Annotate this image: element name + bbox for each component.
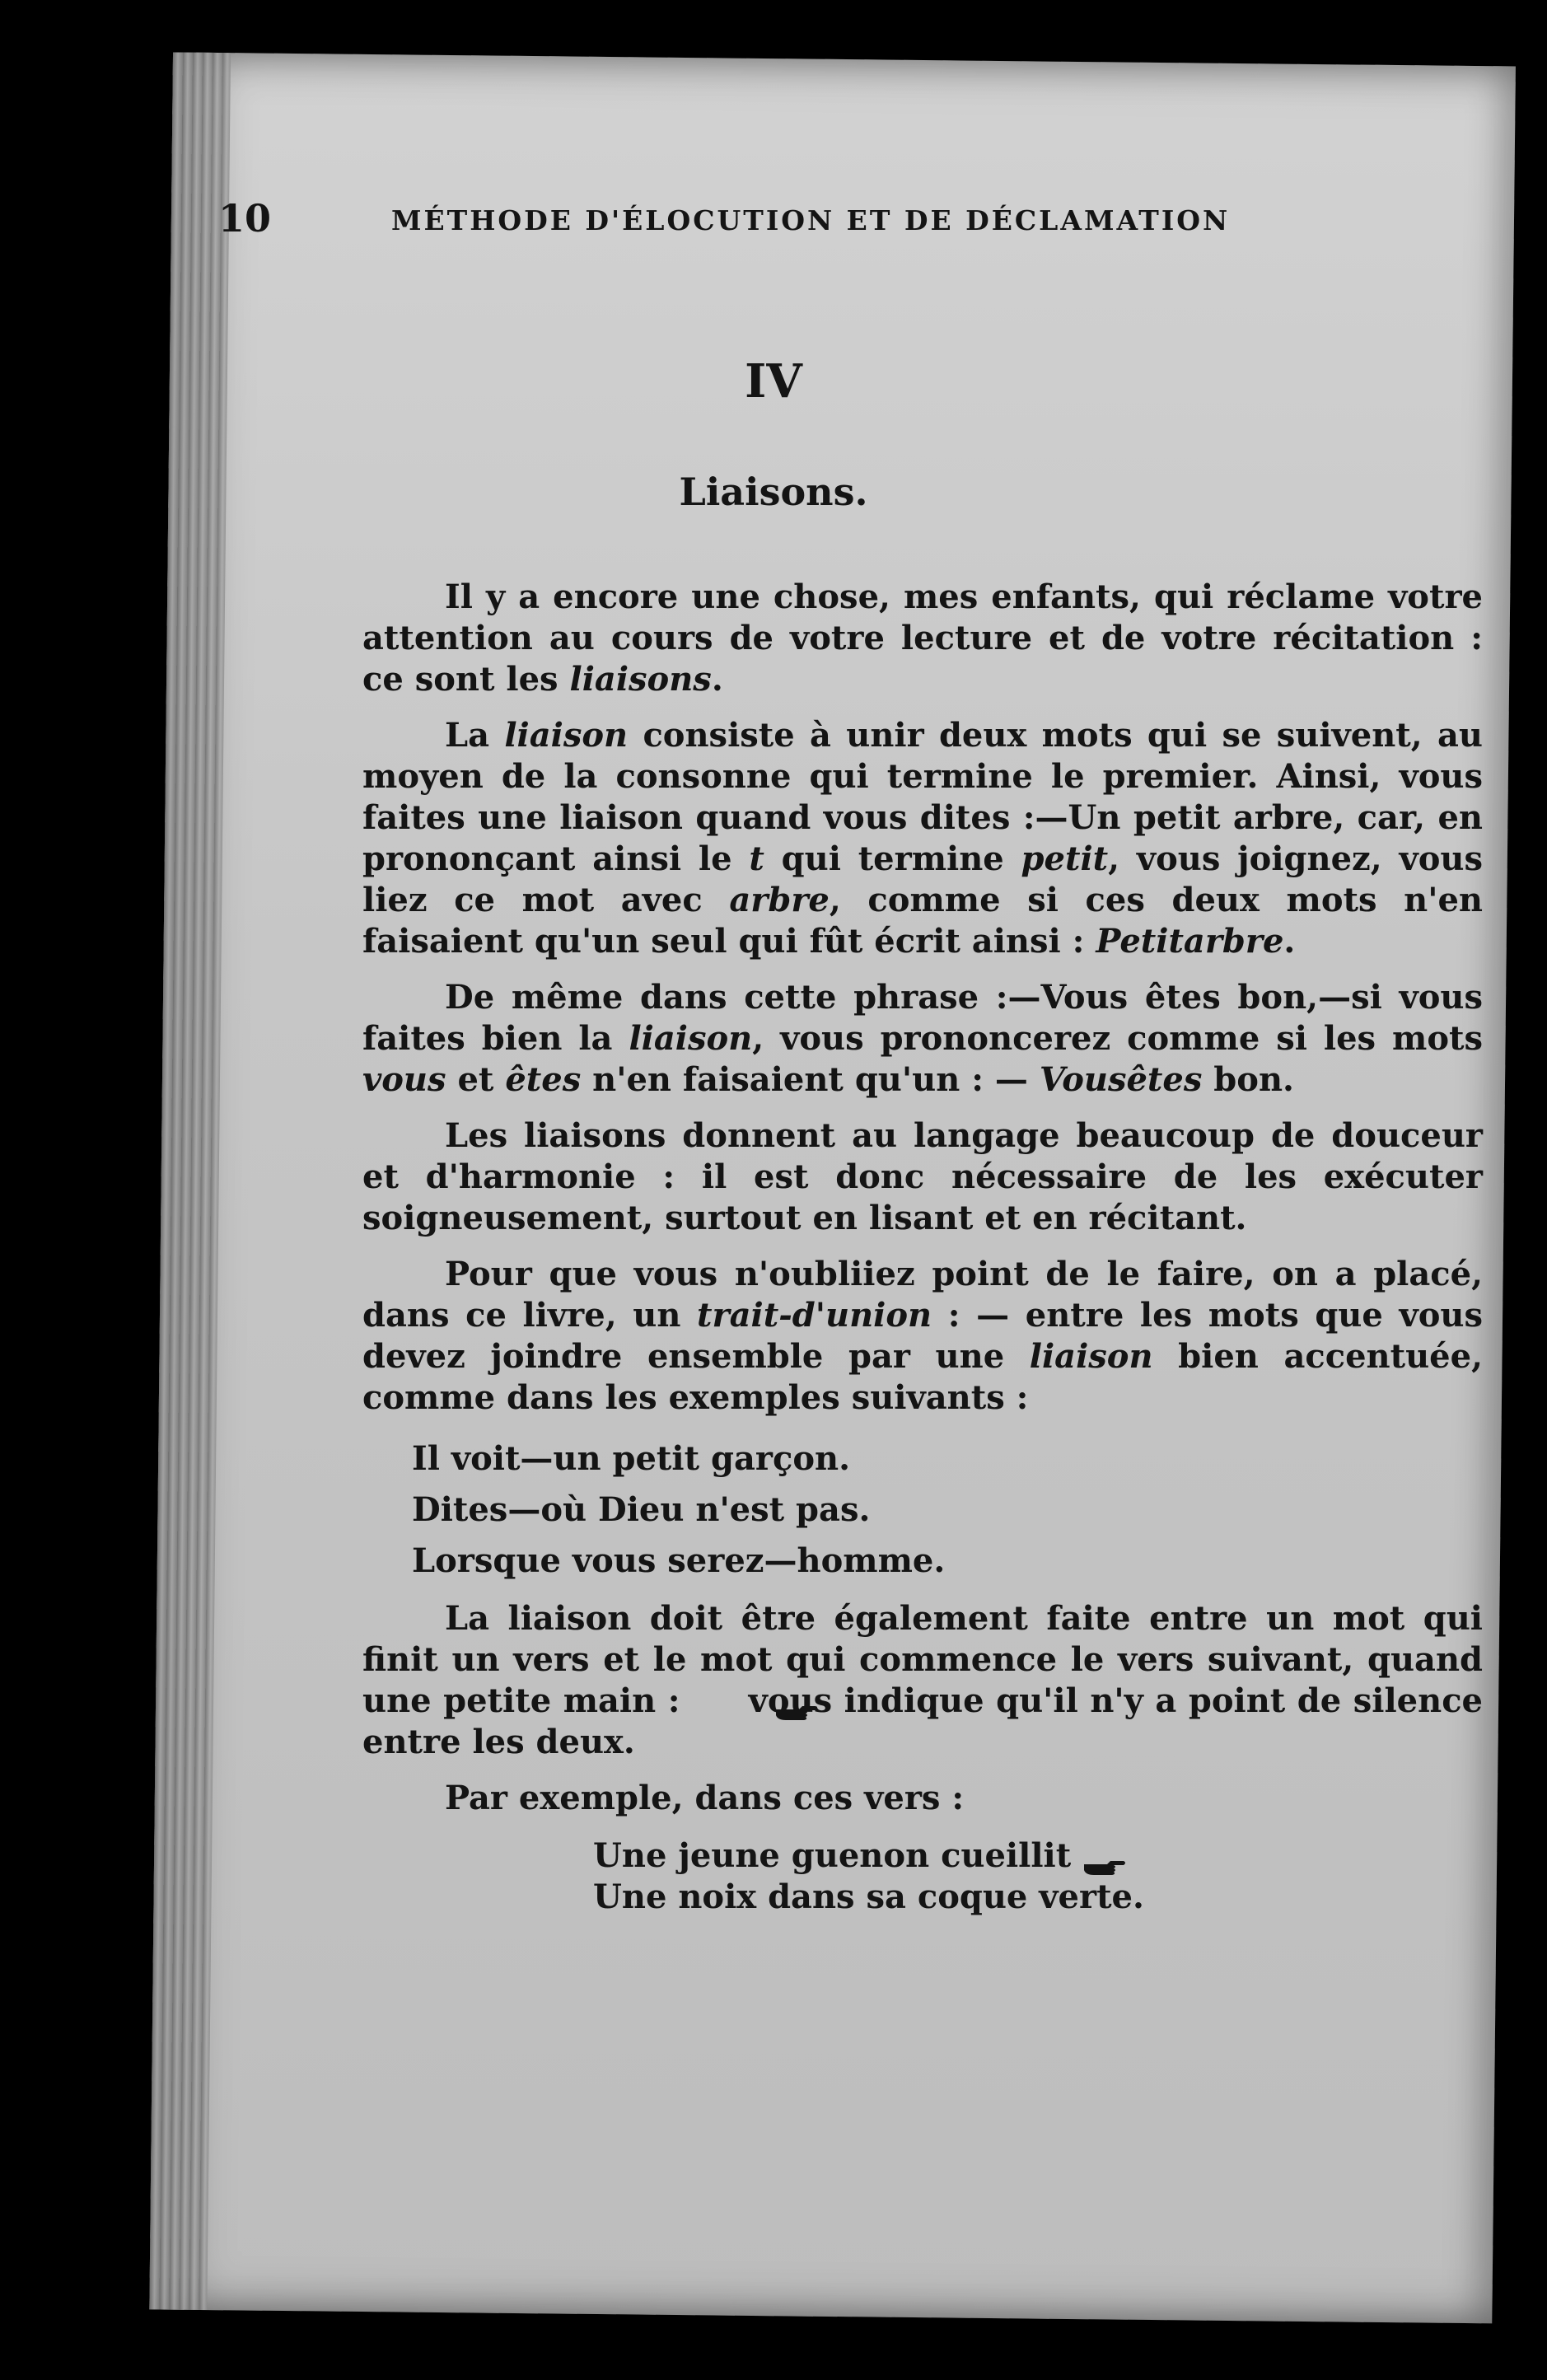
text: , vous prononcerez comme si les mots — [752, 1019, 1484, 1058]
text: Pour que vous n'oubliiez point de le faire, on a placé, dans ce livre, un — [362, 1255, 1483, 1335]
running-title: MÉTHODE D'ÉLOCUTION ET DE DÉCLAMATION — [391, 204, 1231, 236]
italic-term: Vousêtes — [1039, 1060, 1203, 1099]
verse-block — [593, 1835, 1483, 1918]
italic-term: arbre — [729, 881, 830, 919]
italic-term: petit — [1021, 839, 1109, 878]
italic-term: vous — [362, 1060, 446, 1099]
text: La liaison doit être également faite entre un mot qui finit un vers et le mot qui commence le vers suivant, quand une petite main : — [362, 1599, 1483, 1720]
text: : — entre les mots que vous devez joindre ensemble par une — [362, 1296, 1483, 1376]
example-line: Il voit—un petit garçon. — [412, 1439, 851, 1478]
paragraph-5 — [362, 1254, 1483, 1419]
paragraph-2 — [362, 715, 1483, 962]
paragraph-1 — [362, 577, 1483, 700]
text: , comme si ces deux mots n'en faisaient qu'un seul qui fût écrit ainsi : — [362, 881, 1484, 961]
italic-term: liaison — [629, 1019, 753, 1058]
italic-term: liaisons — [569, 660, 712, 699]
text: et — [446, 1060, 506, 1099]
pointing-hand-icon — [1082, 1848, 1127, 1869]
text: Une jeune guenon cueillit — [593, 1836, 1072, 1875]
paragraph-3 — [362, 977, 1483, 1101]
text: bon. — [1202, 1060, 1294, 1099]
text: . — [711, 660, 723, 699]
page-number: 10 — [218, 196, 272, 241]
italic-term: êtes — [505, 1060, 582, 1099]
paragraph-4: Les liaisons donnent au langage beaucoup de douceur et d'harmonie : il est donc nécessaire de les exécuter soigneusement, surtout en lisant et en récitant. — [362, 1116, 1483, 1237]
italic-term: liaison — [504, 716, 629, 755]
italic-term: trait-d'union — [697, 1296, 932, 1335]
page-header — [218, 196, 1380, 245]
italic-term: liaison — [1029, 1337, 1153, 1376]
text: , vous joignez, vous liez ce mot avec — [362, 839, 1483, 919]
text: qui termine — [764, 839, 1021, 878]
verse-line: Une noix dans sa coque verte. — [593, 1877, 1144, 1916]
text: vous indique qu'il n'y a point de silence entre les deux. — [362, 1681, 1483, 1761]
text: . — [1283, 922, 1296, 961]
text: bien accentuée, comme dans les exemples suivants : — [362, 1337, 1484, 1417]
example-line: Dites—où Dieu n'est pas. — [412, 1490, 871, 1529]
example-line: Lorsque vous serez—homme. — [412, 1541, 946, 1580]
text: consiste à unir deux mots qui se suivent, au moyen de la consonne qui termine le premier. Ainsi, vous faites une liaison quand vous dites :—Un petit arbre, car, en prononçant ainsi le — [362, 716, 1483, 878]
text: n'en faisaient qu'un : — — [581, 1060, 1040, 1099]
verse-line — [593, 1835, 1483, 1877]
text: Il y a encore une chose, mes enfants, qui réclame votre attention au cours de votre lecture et de votre récitation : ce sont les — [362, 577, 1483, 699]
section-number: IV — [745, 354, 802, 409]
italic-term: Petitarbre — [1096, 922, 1284, 961]
text: De même dans cette phrase :—Vous êtes bon,—si vous faites bien la — [362, 978, 1483, 1058]
section-title: Liaisons. — [679, 470, 868, 514]
paragraph-7: Par exemple, dans ces vers : — [445, 1779, 965, 1817]
text: La — [445, 716, 505, 755]
italic-term: t — [749, 839, 764, 878]
paragraph-6 — [362, 1598, 1483, 1763]
body-text — [362, 577, 1483, 1918]
pointing-hand-icon — [692, 1693, 736, 1714]
examples-list — [412, 1433, 1483, 1587]
